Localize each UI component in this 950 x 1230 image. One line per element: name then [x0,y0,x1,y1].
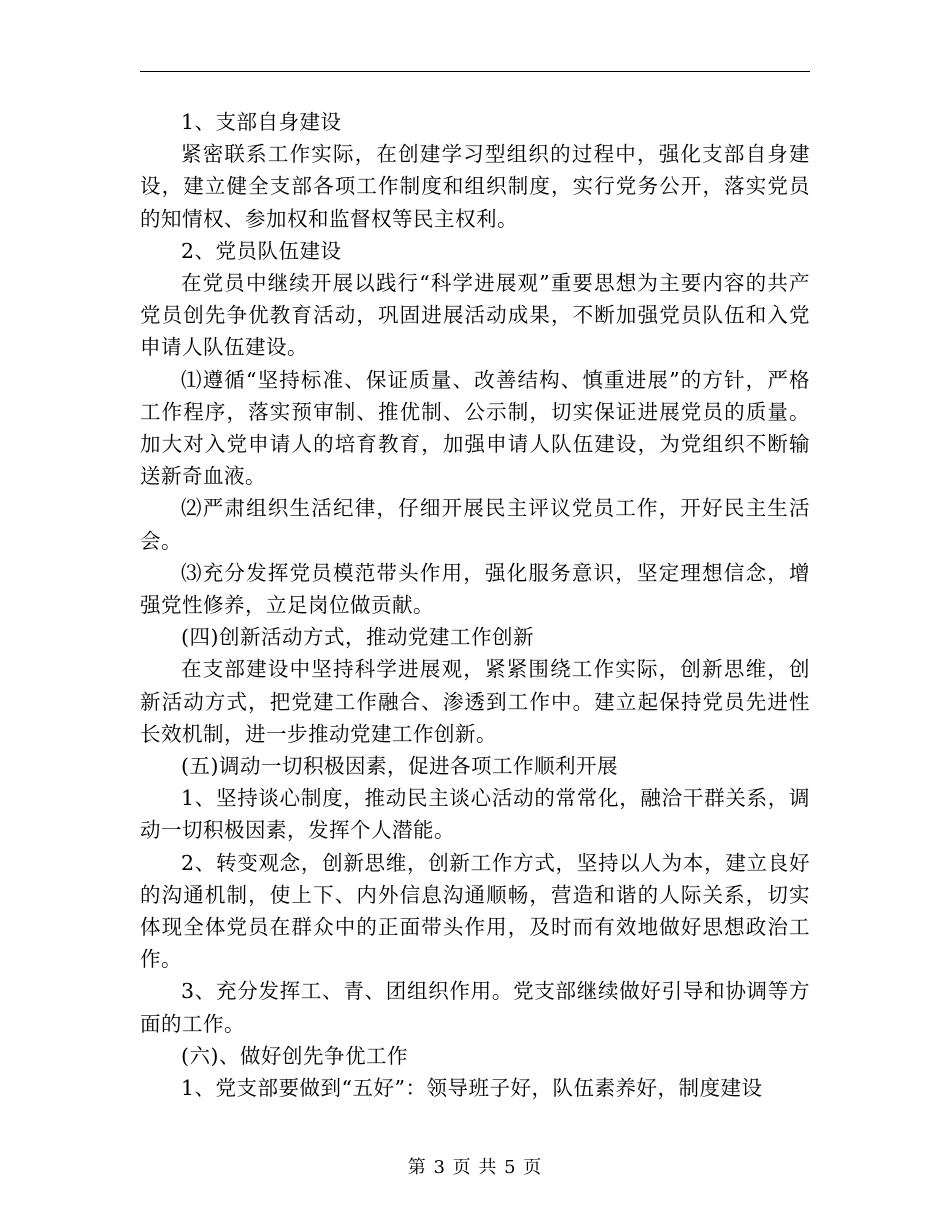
header-rule [140,71,810,72]
section-heading: 2、党员队伍建设 [181,238,342,263]
list-item: ⑵严肃组织生活纪律，仔细开展民主评议党员工作，开好民主生活会。 [140,496,810,553]
list-item: ⑶充分发挥党员模范带头作用，强化服务意识，坚定理想信念，增强党性修养，立足岗位做贡献。 [140,560,810,618]
body-paragraph: 在支部建设中坚持科学进展观，紧紧围绕工作实际，创新思维，创新活动方式，把党建工作融合、渗透到工作中。建立起保持党员先进性长效机制，进一步推动党建工作创新。 [140,657,810,746]
section-heading: (四)创新活动方式，推动党建工作创新 [181,625,534,650]
body-paragraph: 在党员中继续开展以践行“科学进展观”重要思想为主要内容的共产党员创先争优教育活动，巩固进展活动成果，不断加强党员队伍和入党申请人队伍建设。 [140,271,810,360]
body-paragraph: 紧密联系工作实际，在创建学习型组织的过程中，强化支部自身建设，建立健全支部各项工作制度和组织制度，实行党务公开，落实党员的知情权、参加权和监督权等民主权利。 [140,142,810,231]
section-heading: (六)、做好创先争优工作 [181,1043,408,1068]
list-item: 3、充分发挥工、青、团组织作用。党支部继续做好引导和协调等方面的工作。 [140,979,810,1036]
list-item: 1、党支部要做到“五好”：领导班子好，队伍素养好，制度建设 [181,1076,763,1101]
list-item: 1、坚持谈心制度，推动民主谈心活动的常常化，融洽干群关系，调动一切积极因素，发挥个人潜能。 [140,786,810,843]
page-number-footer: 第 3 页 共 5 页 [407,1157,543,1178]
document-body [140,106,810,1104]
list-item: ⑴遵循“坚持标准、保证质量、改善结构、慎重进展”的方针，严格工作程序，落实预审制、推优制、公示制，切实保证进展党员的质量。加大对入党申请人的培育教育，加强申请人队伍建设，为党组织不断输送新奇血液。 [140,367,810,489]
section-heading: (五)调动一切积极因素，促进各项工作顺利开展 [181,754,618,779]
list-item: 2、转变观念，创新思维，创新工作方式，坚持以人为本，建立良好的沟通机制，使上下、内外信息沟通顺畅，营造和谐的人际关系，切实体现全体党员在群众中的正面带头作用，及时而有效地做好思想政治工作。 [140,850,810,972]
section-heading: 1、支部自身建设 [181,110,342,134]
